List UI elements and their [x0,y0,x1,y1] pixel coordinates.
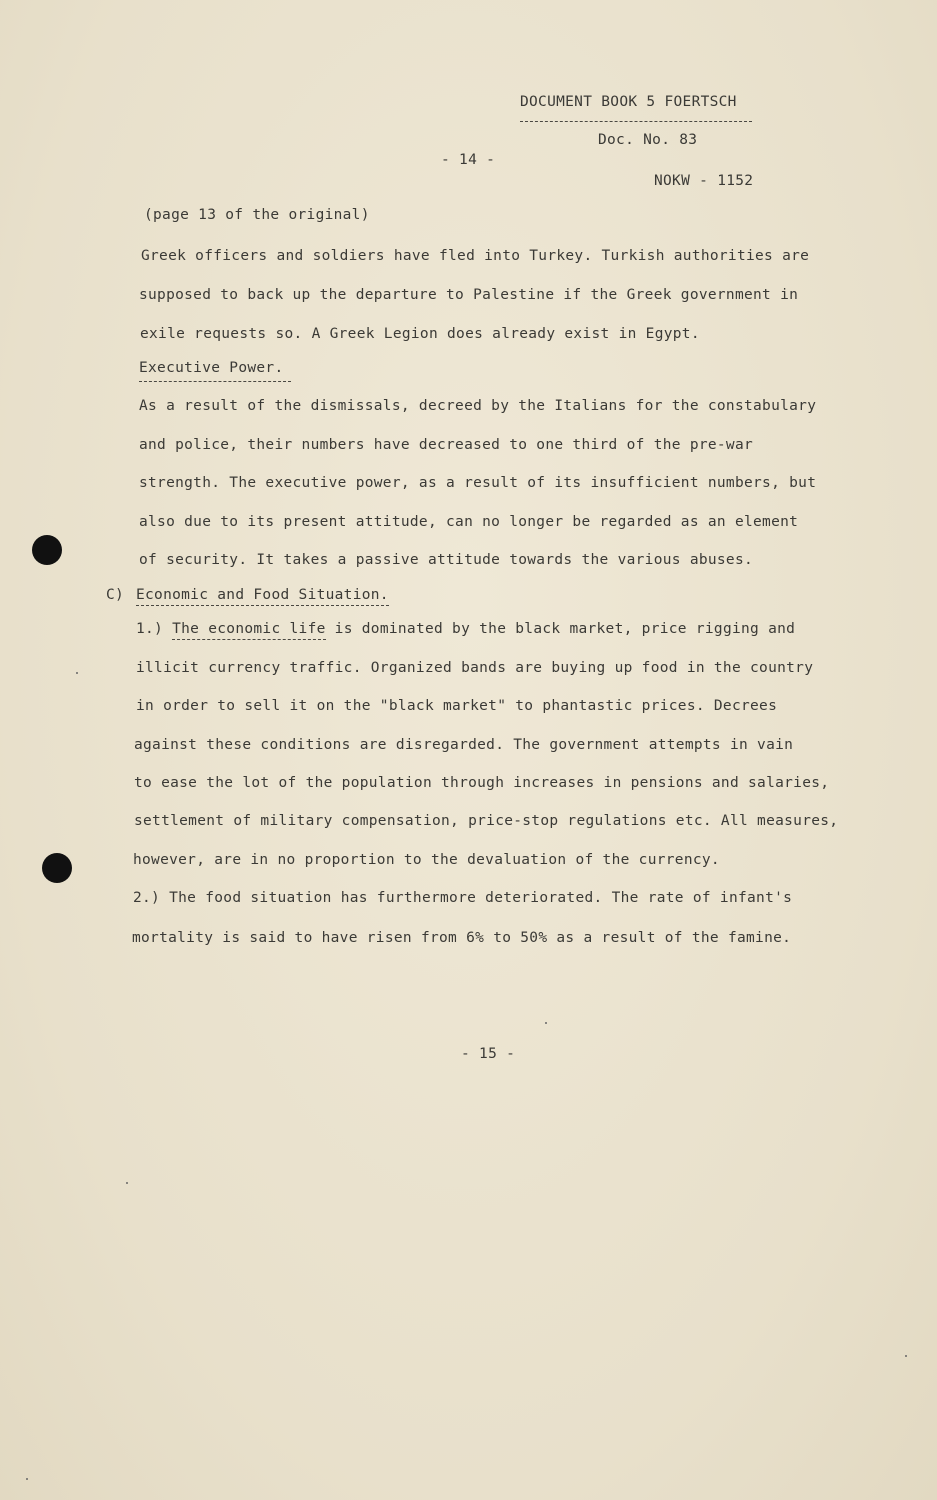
item1-first-line-rest: is dominated by the black market, price rigging and [325,621,796,637]
item1-line-7: however, are in no proportion to the devaluation of the currency. [133,852,720,868]
executive-line-1: As a result of the dismissals, decreed by the Italians for the constabulary [139,398,817,414]
nokw-number: NOKW - 1152 [654,173,754,189]
item1-number: 1.) [136,621,164,637]
intro-line-3: exile requests so. A Greek Legion does already exist in Egypt. [140,326,700,342]
item2-first-line [133,889,792,907]
speck [905,1355,907,1357]
item1-first-line [136,620,795,638]
doc-number: Doc. No. 83 [598,132,698,148]
header-rule [520,121,752,122]
item1-underlined-phrase: The economic life [172,621,326,640]
executive-line-4: also due to its present attitude, can no longer be regarded as an element [139,514,799,530]
intro-line-1: Greek officers and soldiers have fled into Turkey. Turkish authorities are [141,248,810,264]
speck [26,1478,28,1480]
item1-line-2: illicit currency traffic. Organized bands are buying up food in the country [136,660,814,676]
page-reference: (page 13 of the original) [144,207,370,223]
executive-line-3: strength. The executive power, as a result of its insufficient numbers, but [139,475,817,491]
section-c-heading-text: Economic and Food Situation. [136,587,389,606]
executive-line-5: of security. It takes a passive attitude towards the various abuses. [139,552,754,568]
document-book-header: DOCUMENT BOOK 5 FOERTSCH [520,94,737,110]
item1-line-5: to ease the lot of the population through increases in pensions and salaries, [134,775,830,791]
speck [126,1182,128,1184]
section-c-heading [136,586,389,604]
punch-hole-lower [42,853,72,883]
item2-number: 2.) [133,890,161,906]
executive-power-underline [139,381,291,382]
item2-line-2: mortality is said to have risen from 6% to 50% as a result of the famine. [132,930,792,946]
section-c-label: C) [106,587,125,603]
executive-power-heading: Executive Power. [139,360,284,376]
page-number-bottom: - 15 - [461,1046,516,1062]
item1-line-6: settlement of military compensation, price-stop regulations etc. All measures, [134,813,839,829]
speck [545,1022,547,1024]
speck [76,672,78,674]
item2-first-line-rest: The food situation has furthermore deteriorated. The rate of infant's [160,890,793,906]
page-number-top: - 14 - [441,152,496,168]
item1-line-3: in order to sell it on the "black market" to phantastic prices. Decrees [136,698,778,714]
intro-line-2: supposed to back up the departure to Palestine if the Greek government in [139,287,799,303]
executive-line-2: and police, their numbers have decreased to one third of the pre-war [139,437,754,453]
item1-line-4: against these conditions are disregarded. The government attempts in vain [134,737,794,753]
punch-hole-upper [32,535,62,565]
